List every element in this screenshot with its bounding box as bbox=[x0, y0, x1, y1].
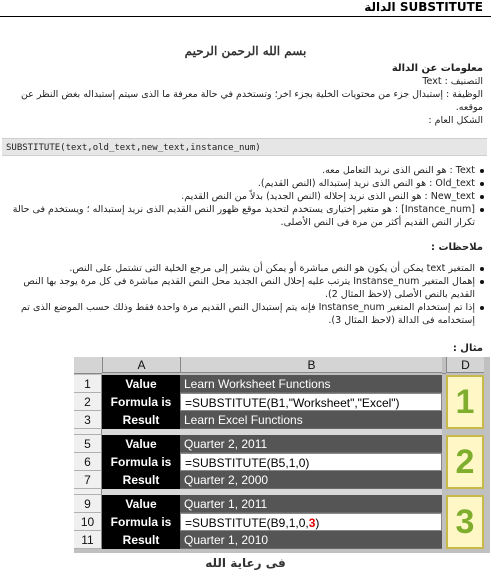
example-number-badge: 3 bbox=[446, 495, 484, 549]
row-number: 3 bbox=[74, 411, 102, 429]
row-number: 1 bbox=[74, 375, 102, 393]
value-cell: Quarter 1, 2011 bbox=[180, 495, 442, 513]
value-cell: Learn Worksheet Functions bbox=[180, 375, 442, 393]
example-heading: مثال : bbox=[452, 343, 483, 354]
label-cell: Formula is bbox=[102, 513, 180, 531]
label-cell: Result bbox=[102, 411, 180, 429]
argument-text: Text : هو النص الذى نريد التعامل معه. bbox=[7, 164, 485, 177]
label-cell: Value bbox=[102, 375, 180, 393]
result-cell: Quarter 2, 2000 bbox=[180, 471, 442, 489]
row-number: 6 bbox=[74, 453, 102, 471]
info-heading: معلومات عن الدالة bbox=[391, 63, 483, 74]
syntax-box: SUBSTITUTE(text,old_text,new_text,instance_num) bbox=[2, 138, 487, 156]
label-cell: Value bbox=[102, 495, 180, 513]
footer-text: فى رعاية الله bbox=[205, 556, 286, 570]
column-header-d: D bbox=[446, 357, 484, 373]
argument-instance-num: [Instance_num] : هو متغير إختيارى يستخدم لتحديد موقع ظهور النص القديم الذى نريد إستبداله ؛ ويستخدم فى حالة تكرار النص القديم أكثر من مرة فى النص الأصلى. bbox=[7, 203, 485, 229]
label-cell: Value bbox=[102, 435, 180, 453]
result-cell: Learn Excel Functions bbox=[180, 411, 442, 429]
note-item: إهمال المتغير Instanse_num يترتب عليه إحلال النص الجديد محل النص القديم مباشرة فى كل مرة يوجد بها النص القديم بالنص الأصلى (لاحظ المثال 2). bbox=[7, 275, 485, 301]
instance-num-highlight: 3 bbox=[308, 516, 316, 530]
header-divider bbox=[0, 16, 491, 17]
label-cell: Formula is bbox=[102, 453, 180, 471]
info-general-form: الشكل العام : bbox=[428, 115, 483, 126]
row-number: 7 bbox=[74, 471, 102, 489]
info-function: الوظيفة : إستبدال جزء من محتويات الخلية بجزء اخر؛ وتستخدم في حالة معرفة ما الذى سيتم إستبداله بغض النظر عن موقعه. bbox=[20, 89, 483, 113]
bismillah: بسم الله الرحمن الرحيم bbox=[184, 44, 307, 58]
column-header-b: B bbox=[180, 357, 442, 373]
arguments-section bbox=[7, 164, 485, 229]
formula-cell: =SUBSTITUTE(B1,"Worksheet","Excel") bbox=[180, 393, 442, 411]
formula-cell: =SUBSTITUTE(B5,1,0) bbox=[180, 453, 442, 471]
note-item: المتغير text يمكن أن يكون هو النص مباشرة أو يمكن أن يشير إلى مرجع الخلية التى تشتمل على النص. bbox=[7, 262, 485, 275]
notes-heading: ملاحظات : bbox=[430, 242, 483, 253]
value-cell: Quarter 2, 2011 bbox=[180, 435, 442, 453]
row-number: 10 bbox=[74, 513, 102, 531]
argument-new-text: New_text : هو النص الذى نريد إحلاله (النص الجديد) بدلاً من النص القديم. bbox=[7, 190, 485, 203]
formula-text: =SUBSTITUTE(B9,1,0, bbox=[185, 516, 309, 530]
label-cell: Result bbox=[102, 471, 180, 489]
info-category: التصنيف : Text bbox=[422, 76, 483, 87]
note-item: إذا تم إستخدام المتغير Instanse_num فإنه يتم إستبدال النص القديم مرة واحدة فقط وذلك حسب الموضع الذى تم إستخدامه فى الدالة (لاحظ المثال 3). bbox=[7, 301, 485, 327]
row-number: 11 bbox=[74, 531, 102, 549]
formula-text-end: ) bbox=[315, 516, 320, 530]
info-section bbox=[5, 62, 483, 127]
example-number-badge: 1 bbox=[446, 375, 484, 429]
row-number: 2 bbox=[74, 393, 102, 411]
result-cell: Quarter 1, 2010 bbox=[180, 531, 442, 549]
example-spreadsheet bbox=[74, 357, 490, 553]
label-cell: Result bbox=[102, 531, 180, 549]
formula-cell bbox=[180, 513, 442, 531]
row-number: 5 bbox=[74, 435, 102, 453]
row-number: 9 bbox=[74, 495, 102, 513]
page-title: الدالة SUBSTITUTE bbox=[364, 0, 483, 14]
label-cell: Formula is bbox=[102, 393, 180, 411]
argument-old-text: Old_text : هو النص الذى نريد إستبداله (النص القديم). bbox=[7, 177, 485, 190]
example-number-badge: 2 bbox=[446, 435, 484, 489]
corner-header bbox=[74, 357, 102, 374]
column-header-a: A bbox=[102, 357, 180, 373]
notes-section bbox=[7, 262, 485, 327]
